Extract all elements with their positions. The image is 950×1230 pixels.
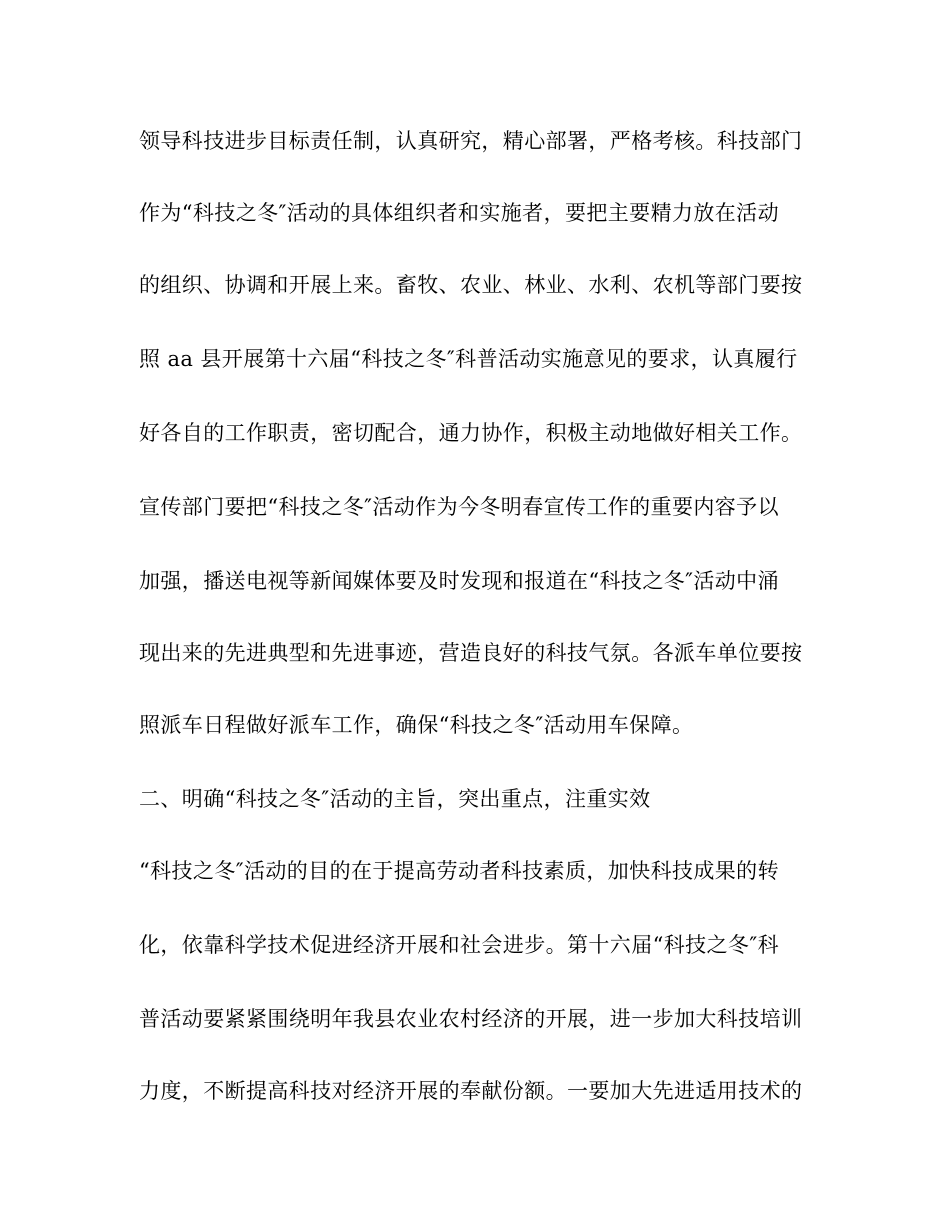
paragraph-line: 照 aa 县开展第十六届“科技之冬″科普活动实施意见的要求，认真履行 — [139, 347, 798, 371]
paragraph-line: 好各自的工作职责，密切配合，通力协作，积极主动地做好相关工作。 — [139, 421, 803, 445]
paragraph-line: “科技之冬″活动的目的在于提高劳动者科技素质，加快科技成果的转 — [139, 859, 779, 883]
paragraph-line: 加强，播送电视等新闻媒体要及时发现和报道在“科技之冬″活动中涌 — [139, 569, 779, 593]
paragraph-line: 现出来的先进典型和先进事迹，营造良好的科技气氛。各派车单位要按 — [139, 641, 803, 665]
paragraph-line: 照派车日程做好派车工作，确保“科技之冬″活动用车保障。 — [139, 713, 694, 737]
paragraph-line: 化，依靠科学技术促进经济开展和社会进步。第十六届“科技之冬″科 — [139, 933, 779, 957]
paragraph-line: 普活动要紧紧围绕明年我县农业农村经济的开展，进一步加大科技培训 — [139, 1007, 803, 1031]
paragraph-line: 领导科技进步目标责任制，认真研究，精心部署，严格考核。科技部门 — [139, 129, 803, 153]
paragraph-line: 的组织、协调和开展上来。畜牧、农业、林业、水利、农机等部门要按 — [139, 273, 803, 297]
paragraph-line: 力度，不断提高科技对经济开展的奉献份额。一要加大先进适用技术的 — [139, 1079, 803, 1103]
paragraph-line: 作为“科技之冬″活动的具体组织者和实施者，要把主要精力放在活动 — [139, 201, 779, 225]
paragraph-line: 宣传部门要把“科技之冬″活动作为今冬明春宣传工作的重要内容予以 — [139, 495, 779, 519]
section-heading: 二、明确“科技之冬″活动的主旨，突出重点，注重实效 — [139, 787, 651, 811]
